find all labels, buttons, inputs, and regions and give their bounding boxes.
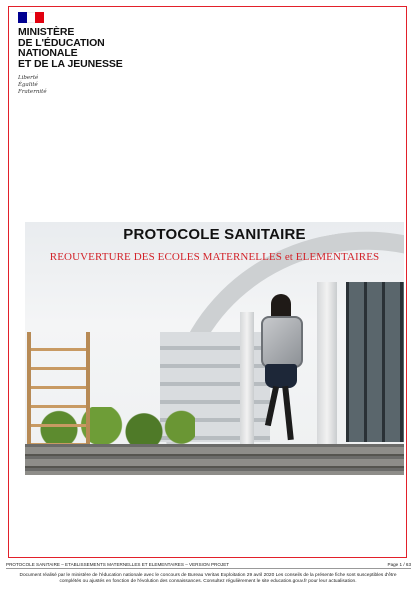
ministry-line: NATIONALE	[18, 47, 78, 59]
ministry-line: MINISTÈRE	[18, 26, 75, 38]
document-subtitle: REOUVERTURE DES ECOLES MATERNELLES et ELEMENTAIRES	[49, 251, 380, 263]
republic-motto	[18, 75, 123, 96]
footer-document-label: PROTOCOLE SANITAIRE – ETABLISSEMENTS MATERNELLES ET ELEMENTAIRES – VERSION PROJET	[6, 562, 230, 567]
ministry-logo	[18, 12, 123, 96]
backpack-icon	[261, 316, 303, 368]
motto-line: Égalité	[18, 82, 38, 88]
glass-facade	[346, 282, 404, 442]
footer-note: Document réalisé par le ministère de l'éducation nationale avec le concours de Bureau Veritas Exploitation 29 avril 2020 Les conseils de la présente fiche sont susceptibles d'être complétés ou ajustés en fonction de l'évolution des connaissances. Consultez régulièrement le site education.gouv.fr pour leur actualisation.	[19, 573, 397, 585]
footer-bar	[6, 562, 411, 569]
ministry-line: ET DE LA JEUNESSE	[18, 57, 123, 70]
child-with-backpack	[247, 294, 317, 454]
french-flag-icon	[18, 12, 44, 23]
railing	[27, 332, 90, 447]
stairs	[25, 444, 404, 475]
ministry-line: DE L'ÉDUCATION	[18, 36, 105, 49]
motto-line: Fraternité	[18, 89, 47, 95]
ministry-name	[18, 27, 123, 69]
motto-line: Liberté	[18, 75, 39, 81]
document-title: PROTOCOLE SANITAIRE	[123, 226, 306, 243]
pillar	[317, 282, 337, 447]
page-number: Page 1 / 63	[387, 562, 411, 567]
cover-titles	[25, 226, 404, 263]
